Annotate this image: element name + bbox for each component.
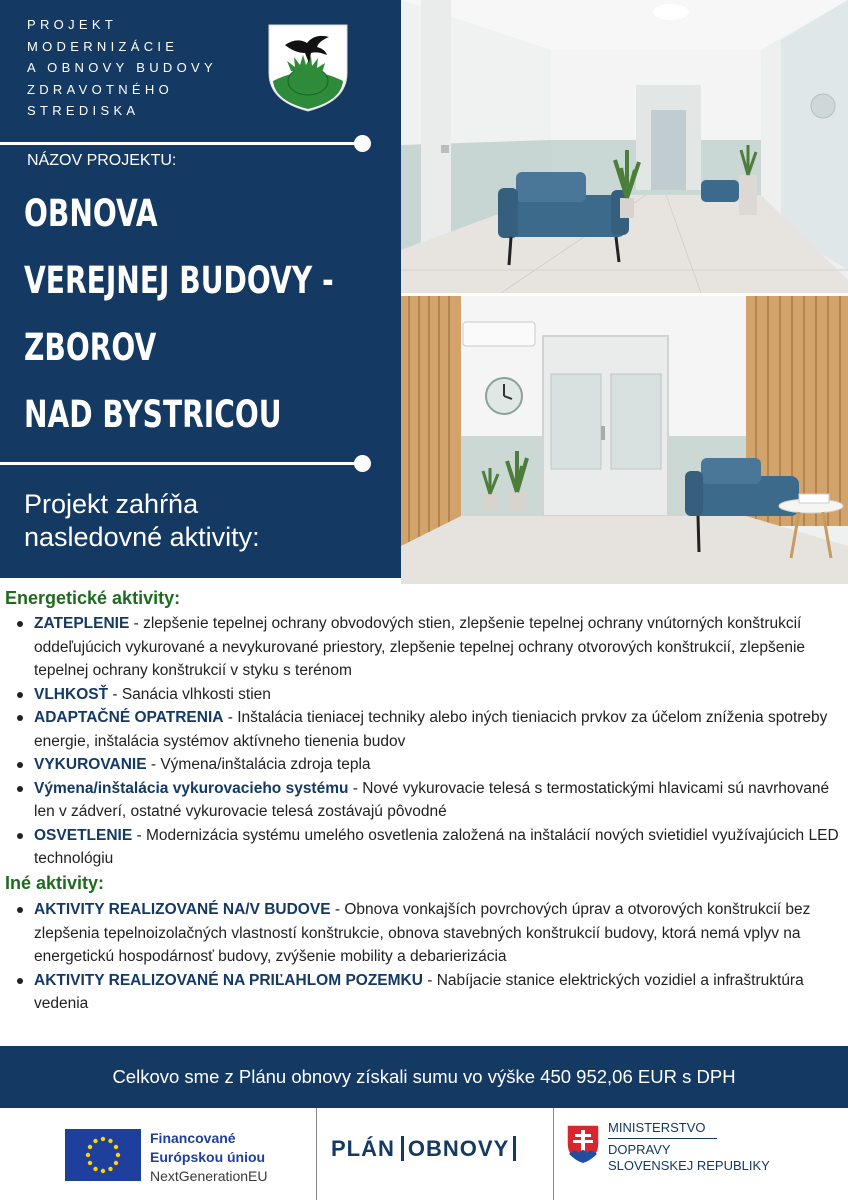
title-line: NAD BYSTRICOU bbox=[24, 393, 282, 436]
plan-word-bracketed: OBNOVY bbox=[401, 1136, 516, 1161]
intro-text bbox=[24, 488, 260, 554]
title-line: VEREJNEJ BUDOVY - bbox=[24, 259, 334, 302]
divider-rule bbox=[0, 462, 363, 465]
ministry-line: MINISTERSTVO bbox=[608, 1120, 706, 1135]
activity-term: VYKUROVANIE bbox=[34, 756, 147, 773]
list-item bbox=[0, 898, 848, 969]
ministry-line: DOPRAVY bbox=[608, 1142, 671, 1157]
activity-description: - zlepšenie tepelnej ochrany obvodových stien, zlepšenie tepelnej ochrany vnútorných konštrukcií oddeľujúcich vykurované a nevykurované priestory, zlepšenie tepelnej ochrany otvorových konštrukcií, zlepšenie tepelnej ochrany konštrukcií v styku s terénom bbox=[34, 615, 806, 679]
eu-line: Európskou úniou bbox=[150, 1149, 266, 1165]
list-item bbox=[0, 969, 848, 1016]
intro-line: nasledovné aktivity: bbox=[24, 522, 260, 552]
title-line: ZBOROV bbox=[24, 326, 157, 369]
activity-term: ADAPTAČNÉ OPATRENIA bbox=[34, 709, 224, 726]
activity-description: - Obnova vonkajších povrchových úprav a otvorových konštrukcií bez zlepšenia tepelnoizolačných vlastností konštrukcie, obnova stavebných konštrukcií budovy, ktorá nemá vplyv na energetickú hospodárnosť budovy, zvýšenie mobility a debarierizácia bbox=[34, 901, 811, 965]
divider-rule bbox=[0, 142, 363, 145]
sponsor-logos-strip bbox=[0, 1108, 848, 1200]
kicker-line: ZDRAVOTNÉHO bbox=[27, 81, 174, 97]
activity-description: - Inštalácia tieniacej techniky alebo iných tieniacich prvkov za účelom zníženia spotreby energie, inštalácia systémov aktívneho tienenia budov bbox=[34, 709, 828, 750]
eu-line: Financované bbox=[150, 1130, 236, 1146]
eu-line: NextGenerationEU bbox=[150, 1168, 268, 1184]
activity-description: - Sanácia vlhkosti stien bbox=[108, 685, 271, 703]
project-name-label: NÁZOV PROJEKTU: bbox=[27, 152, 177, 169]
kicker-line: MODERNIZÁCIE bbox=[27, 38, 179, 54]
funding-amount-banner: Celkovo sme z Plánu obnovy získali sumu vo výške 450 952,06 EUR s DPH bbox=[0, 1046, 848, 1108]
list-item bbox=[0, 777, 848, 824]
other-activities-list bbox=[0, 898, 848, 1016]
activity-description: - Výmena/inštalácia zdroja tepla bbox=[146, 756, 371, 773]
logo-divider bbox=[316, 1108, 317, 1200]
kicker-line: STREDISKA bbox=[27, 103, 140, 118]
kicker-line: PROJEKT bbox=[27, 17, 118, 32]
list-item bbox=[0, 683, 848, 707]
list-item bbox=[0, 706, 848, 753]
energy-activities-list bbox=[0, 612, 848, 871]
ministry-line: SLOVENSKEJ REPUBLIKY bbox=[608, 1158, 770, 1173]
activity-description: - Nové vykurovacie telesá s termostatickými hlavicami sú navrhované len v zádverí, ostatné vykurovacie telesá zostávajú pôvodné bbox=[34, 779, 830, 820]
plan-word: PLÁN bbox=[331, 1136, 395, 1161]
activity-term: VLHKOSŤ bbox=[34, 685, 109, 703]
other-activities-heading: Iné aktivity: bbox=[5, 873, 105, 893]
activity-term: ZATEPLENIE bbox=[34, 615, 130, 632]
list-item bbox=[0, 824, 848, 871]
activity-term: AKTIVITY REALIZOVANÉ NA/V BUDOVE bbox=[34, 901, 331, 918]
municipal-coat-of-arms bbox=[267, 23, 349, 113]
plan-obnovy-logo bbox=[331, 1136, 516, 1162]
project-title bbox=[24, 180, 334, 448]
title-line: OBNOVA bbox=[24, 192, 158, 235]
project-kicker bbox=[27, 14, 267, 122]
slovak-coat-of-arms-icon bbox=[566, 1124, 600, 1164]
list-item bbox=[0, 612, 848, 683]
corridor-render-image bbox=[401, 0, 848, 293]
eu-flag-icon bbox=[65, 1129, 141, 1181]
energy-activities-heading: Energetické aktivity: bbox=[5, 588, 181, 608]
activity-description: - Modernizácia systému umelého osvetlenia založená na inštalácií nových svietidiel využívajúcich LED technológiu bbox=[34, 826, 839, 867]
ministry-divider bbox=[608, 1138, 717, 1139]
eu-funding-logo-text bbox=[150, 1129, 268, 1186]
intro-line: Projekt zahŕňa bbox=[24, 489, 199, 519]
activity-term: AKTIVITY REALIZOVANÉ NA PRIĽAHLOM POZEMKU bbox=[34, 971, 423, 989]
activity-term: OSVETLENIE bbox=[34, 826, 133, 844]
logo-divider bbox=[553, 1108, 554, 1200]
ministry-logo-text bbox=[608, 1120, 770, 1174]
kicker-line: A OBNOVY BUDOVY bbox=[27, 60, 217, 75]
activity-term: Výmena/inštalácia vykurovacieho systému bbox=[34, 779, 349, 797]
activity-description: - Nabíjacie stanice elektrických vozidiel a infraštruktúra vedenia bbox=[34, 971, 804, 1012]
header-panel bbox=[0, 0, 401, 578]
waiting-room-render-image bbox=[401, 296, 848, 584]
list-item bbox=[0, 753, 848, 777]
